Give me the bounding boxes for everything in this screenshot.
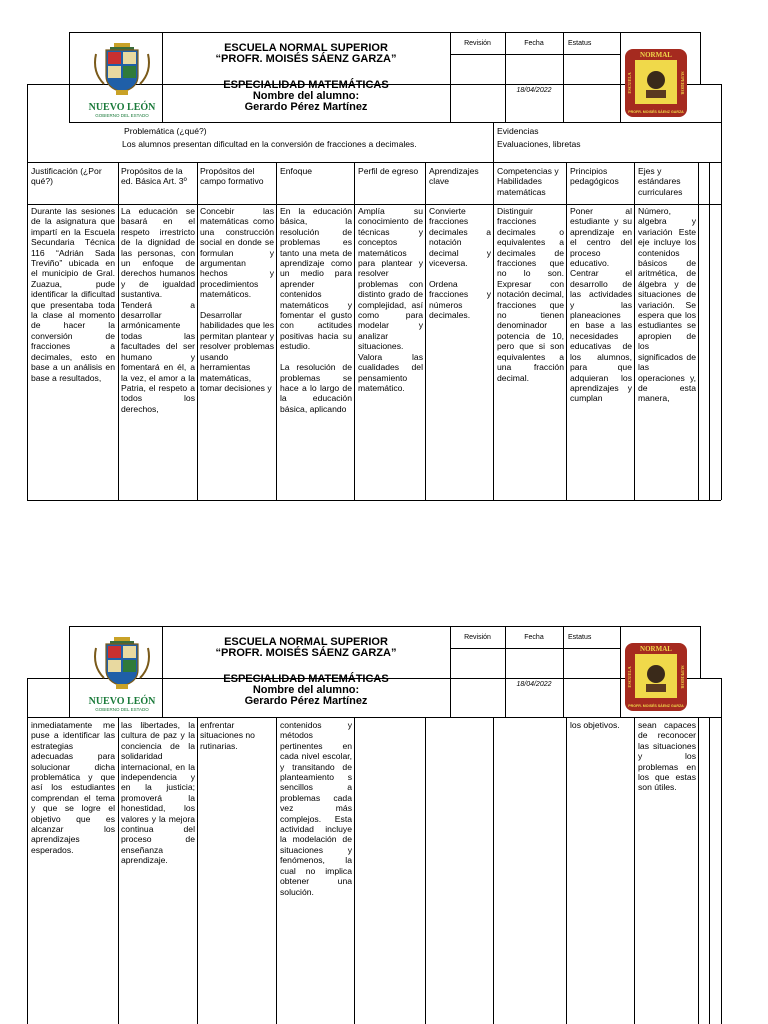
p1-justificacion [31, 206, 115, 499]
evidence-text: Evaluaciones, libretas [497, 139, 581, 149]
p2-enfoque [280, 720, 352, 1020]
student-name: Gerardo Pérez Martínez [244, 101, 368, 113]
evidence-label: Evidencias [497, 126, 539, 136]
state-logo-sub: GOBIERNO DEL ESTADO [95, 113, 149, 118]
state-logo-sub-2: GOBIERNO DEL ESTADO [95, 707, 149, 712]
school-name-2: ESCUELA NORMAL SUPERIOR [224, 636, 388, 648]
p1-enfoque [280, 206, 352, 499]
p2-justificacion-text: inmediatamente me puse a identificar las estrategias adecuadas para solucionar dicha problemática y que así los estudiantes comprendan el tema y que se logre el objetivo que es alcanzar los aprendizajes esperados. [31, 720, 115, 855]
col-header-justificacion: Justificación (¿Por qué?) [31, 166, 102, 187]
nuevo-leon-logo [86, 40, 158, 120]
problem-label: Problemática (¿qué?) [124, 126, 207, 136]
p1-propositos-basica-text: La educación se basará en el respeto irrestricto de la dignidad de las personas, con un enfoque de derechos humanos y de igualdad sustantiva. Tenderá a desarrollar armónicamente todas las facultades del ser humano y fomentará en él, a la vez, el amor a la Patria, el respeto a todos los derechos, [121, 206, 195, 414]
seal-right-text-2: SUPERIOR [680, 665, 685, 689]
p2-propositos-campo-text: enfrentar situaciones no rutinarias. [200, 720, 255, 751]
p2-aprendizajes [429, 720, 491, 1020]
p2-enfoque-text: contenidos y métodos pertinentes en cada nivel escolar, y transitando de planteamiento s sencillos a problemas cada vez más complejos. Esta actividad incluye la modelación de situaciones y fenómenos, la cual no implica obtener una solución. [280, 720, 352, 897]
school-subname: “PROFR. MOISÉS SÁENZ GARZA” [215, 53, 397, 65]
p1-competencias [497, 206, 564, 499]
col-header-aprendizajes: Aprendizajes clave [429, 166, 479, 187]
seal-left-text: ESCUELA [627, 72, 632, 94]
p1-principios-text: Poner al estudiante y su aprendizaje en el centro del proceso educativo. Centrar el desarrollo de las actividades y las planeaciones en base a las necesidades educativas de los alumnos, para que adquieran los aprendizajes y cumplan [570, 206, 632, 404]
school-seal-2 [624, 642, 688, 712]
student-name-2: Gerardo Pérez Martínez [244, 695, 368, 707]
problem-text: Los alumnos presentan dificultad en la conversión de fracciones a decimales. [122, 139, 417, 149]
estatus-label-2: Estatus [568, 634, 592, 641]
p1-enfoque-text: En la educación básica, la resolución de problemas es tanto una meta de aprendizaje como un medio para aprender contenidos matemáticos y fomentar el gusto con actitudes positivas hacia su estudio. La resolución de problemas se hace a lo largo de la educación básica, aplicando [280, 206, 352, 414]
col-header-propositos-campo: Propósitos del campo formativo [200, 166, 264, 187]
col-header-perfil: Perfil de egreso [358, 166, 419, 176]
fecha-value-2: 18/04/2022 [516, 681, 552, 688]
p2-competencias [497, 720, 564, 1020]
seal-bottom-text: PROFR. MOISÉS SÁENZ GARZA [628, 110, 684, 114]
school-subname-2: “PROFR. MOISÉS SÁENZ GARZA” [215, 647, 397, 659]
fecha-label: Fecha [524, 40, 544, 47]
revision-label-2: Revisión [464, 634, 491, 641]
p1-propositos-campo [200, 206, 274, 499]
seal-icon [624, 642, 688, 712]
p2-principios-text: los objetivos. [570, 720, 620, 730]
seal-top-text-2: NORMAL [640, 645, 672, 653]
school-seal [624, 48, 688, 118]
p1-competencias-text: Distinguir fracciones decimales o equivalentes a decimales de fracciones que no lo son. Expresar con notación decimal, fracciones que no tienen denominador potencia de 10, pero que si son equivalentes a una fracción decimal. [497, 206, 564, 383]
specialty-title: ESPECIALIDAD MATEMÁTICAS [223, 79, 389, 91]
student-label: Nombre del alumno: [252, 90, 360, 102]
seal-top-text: NORMAL [640, 51, 672, 59]
p2-ejes [638, 720, 696, 1020]
nuevo-leon-logo-2 [86, 634, 158, 714]
state-logo-text-2: NUEVO LEÓN [88, 696, 156, 707]
coat-of-arms-icon [86, 40, 158, 98]
col-header-ejes: Ejes y estándares curriculares [638, 166, 683, 197]
seal-left-text-2: ESCUELA [627, 666, 632, 688]
col-header-principios: Principios pedagógicos [570, 166, 619, 187]
state-logo-text: NUEVO LEÓN [88, 102, 156, 113]
p1-justificacion-text: Durante las sesiones de la asignatura que impartí en la Escuela Secundaria Técnica 116 “Adrián Sada Treviño” ubicada en el municipio de Gral. Zuazua, pude identificar la dificultad que presentaba toda la clase al momento de hacer la conversión de fracciones a decimales, esto en base a un análisis en base a resultados, [31, 206, 115, 383]
p1-aprendizajes [429, 206, 491, 499]
seal-bottom-text-2: PROFR. MOISÉS SÁENZ GARZA [628, 704, 684, 708]
p1-principios [570, 206, 632, 499]
p1-aprendizajes-text: Convierte fracciones decimales a notación decimal y viceversa. Ordena fracciones y números decimales. [429, 206, 491, 321]
fecha-label-2: Fecha [524, 634, 544, 641]
p1-propositos-basica [121, 206, 195, 499]
col-header-competencias: Competencias y Habilidades matemáticas [497, 166, 559, 197]
p1-perfil-text: Amplía su conocimiento de técnicas y conceptos matemáticos para plantear y resolver problemas con distinto grado de complejidad, así como para modelar y analizar situaciones. Valora las cualidades del pensamiento matemático. [358, 206, 423, 393]
col-header-propositos-basica: Propósitos de la ed. Básica Art. 3º [121, 166, 187, 187]
p1-ejes-text: Número, algebra y variación Este eje incluye los contenidos básicos de aritmética, de álgebra y de situaciones de variación. Se espera que los estudiantes se apropien de los significados de las operaciones y, de esta manera, [638, 206, 696, 404]
coat-of-arms-icon [86, 634, 158, 692]
specialty-title-2: ESPECIALIDAD MATEMÁTICAS [223, 673, 389, 685]
estatus-label: Estatus [568, 40, 592, 47]
p1-propositos-campo-text: Concebir las matemáticas como una construcción social en donde se formulan y argumentan hechos y procedimientos matemáticos. Desarrollar habilidades que les permitan plantear y resolver problemas usando herramientas matemáticas, tomar decisiones y [200, 206, 274, 393]
fecha-value: 18/04/2022 [516, 87, 552, 94]
p2-propositos-campo [200, 720, 274, 1020]
col-header-enfoque: Enfoque [280, 166, 313, 176]
p1-ejes [638, 206, 696, 499]
seal-right-text: SUPERIOR [680, 71, 685, 95]
p2-perfil [358, 720, 423, 1020]
student-label-2: Nombre del alumno: [252, 684, 360, 696]
school-name: ESCUELA NORMAL SUPERIOR [224, 42, 388, 54]
seal-icon [624, 48, 688, 118]
p2-justificacion [31, 720, 115, 1020]
p2-principios [570, 720, 632, 1020]
p1-perfil [358, 206, 423, 499]
revision-label: Revisión [464, 40, 491, 47]
p2-propositos-basica-text: las libertades, la cultura de paz y la conciencia de la solidaridad internacional, en la independencia y en la justicia; promoverá la honestidad, los valores y la mejora continua del proceso de enseñanza aprendizaje. [121, 720, 195, 866]
p2-propositos-basica [121, 720, 195, 1020]
p2-ejes-text: sean capaces de reconocer las situaciones y los problemas en los que estas son útiles. [638, 720, 696, 793]
